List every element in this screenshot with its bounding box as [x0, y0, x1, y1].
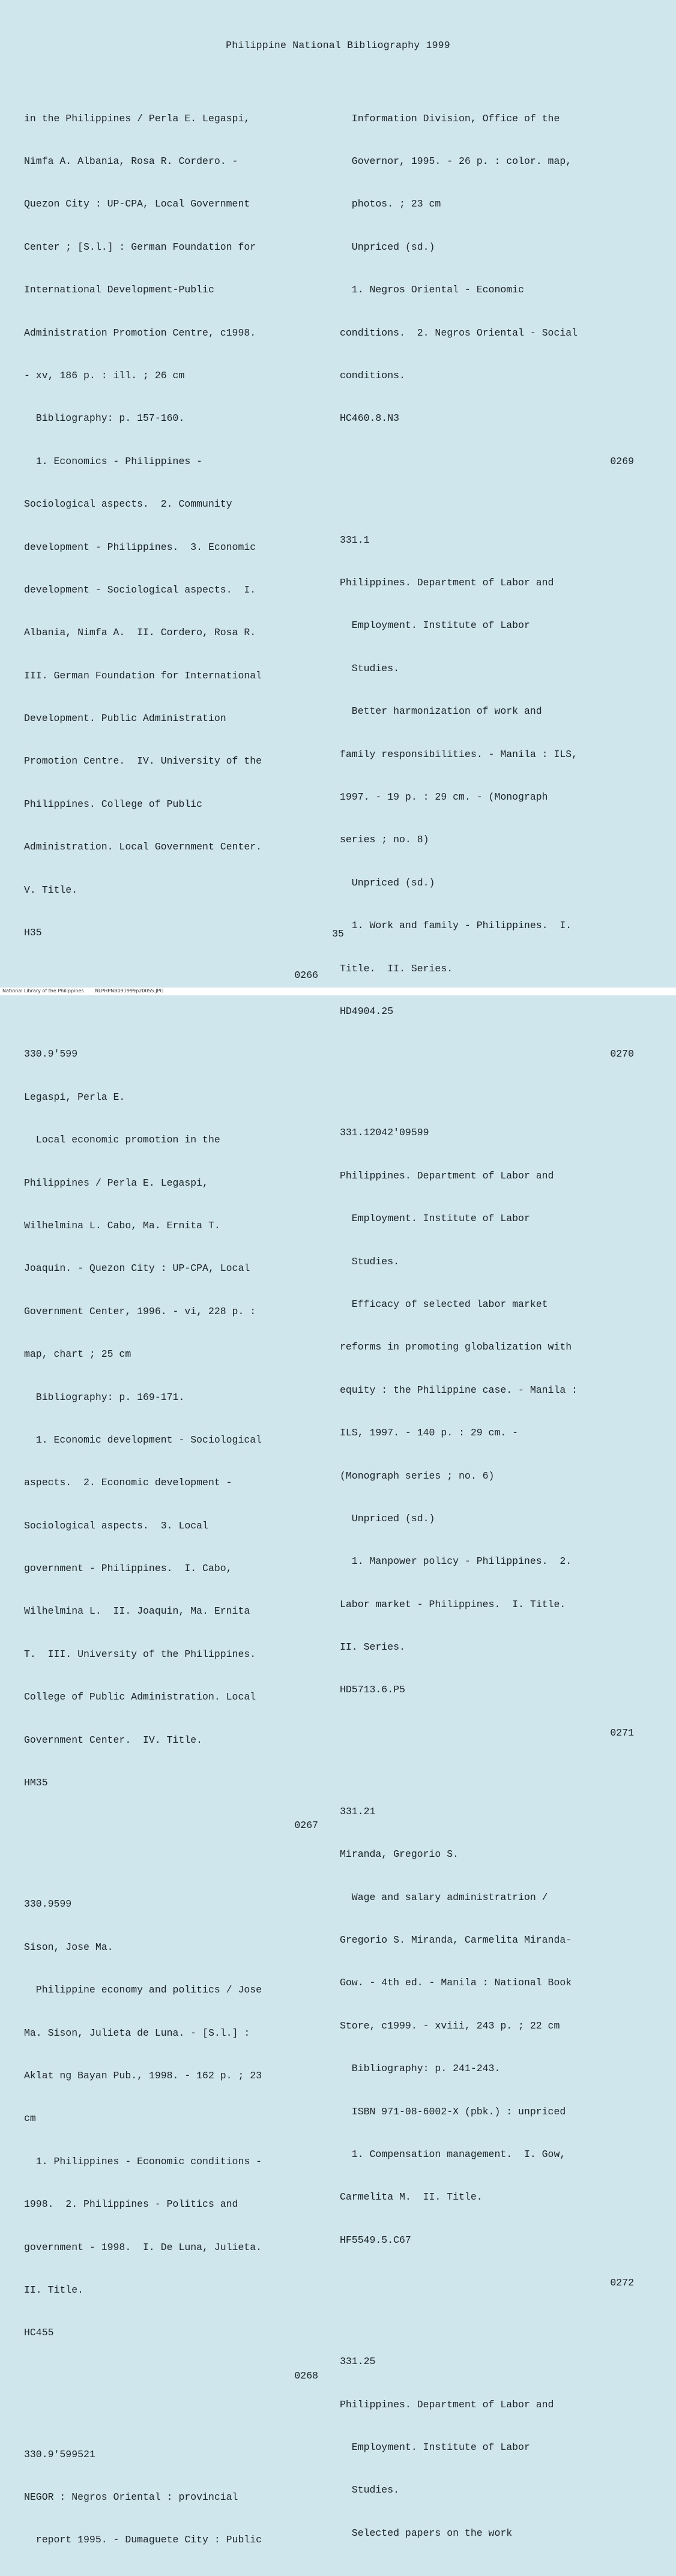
entry-line: ILS, 1997. - 140 p. : 29 cm. -	[340, 1427, 519, 1439]
entry-line: Philippines. Department of Labor and	[340, 1169, 554, 1181]
entry-line: Government Center. IV. Title.	[24, 1734, 203, 1746]
entry-line: 1. Economic development - Sociological	[24, 1434, 262, 1446]
entry-line: Sison, Jose Ma.	[24, 1941, 113, 1953]
entry-line: Quezon City : UP-CPA, Local Government	[24, 198, 250, 210]
call-number: HM35	[24, 1777, 48, 1789]
entry-line: Center ; [S.l.] : German Foundation for	[24, 241, 256, 253]
class-number: 330.9'599	[24, 1048, 78, 1060]
entry-line: Philippine economy and politics / Jose	[24, 1984, 262, 1996]
right-column	[340, 83, 634, 2569]
entry-line: Philippines / Perla E. Legaspi,	[24, 1177, 208, 1189]
entry-line: family responsibilities. - Manila : ILS,	[340, 748, 578, 760]
entry-line: Selected papers on the work	[340, 2527, 513, 2539]
entry-line: Governor, 1995. - 26 p. : color. map,	[340, 155, 572, 167]
entry-line: development - Philippines. 3. Economic	[24, 541, 256, 553]
entry-line: government - Philippines. I. Cabo,	[24, 1563, 232, 1575]
entry-line: aspects. 2. Economic development -	[24, 1477, 232, 1489]
entry-line: NEGOR : Negros Oriental : provincial	[24, 2491, 238, 2503]
entry-line: Studies.	[340, 2484, 400, 2496]
entry-line: 1997. - 19 p. : 29 cm. - (Monograph	[340, 791, 548, 803]
entry-line: Labor market - Philippines. I. Title.	[340, 1598, 566, 1610]
entry-line: Local economic promotion in the	[24, 1134, 220, 1146]
entry-line: Philippines. Department of Labor and	[340, 577, 554, 589]
entry-line: Government Center, 1996. - vi, 228 p. :	[24, 1305, 256, 1317]
entry-line: V. Title.	[24, 884, 78, 896]
entry-line: Unpriced (sd.)	[340, 241, 435, 253]
entry-line: conditions.	[340, 369, 405, 381]
class-number: 331.12042'09599	[340, 1127, 429, 1139]
entry-line: Philippines. College of Public	[24, 798, 203, 810]
call-number: H35	[24, 927, 42, 939]
call-number: HC455	[24, 2327, 54, 2339]
entry-line: (Monograph series ; no. 6)	[340, 1470, 495, 1482]
call-number: HD4904.25	[340, 1006, 394, 1017]
entry-line: 1. Work and family - Philippines. I.	[340, 920, 572, 932]
entry-line: Ma. Sison, Julieta de Luna. - [S.l.] :	[24, 2027, 250, 2039]
entry-number: 0268	[294, 2369, 318, 2381]
entry-line: report 1995. - Dumaguete City : Public	[24, 2534, 262, 2546]
entry-line: - xv, 186 p. : ill. ; 26 cm	[24, 369, 185, 381]
entry-line: Nimfa A. Albania, Rosa R. Cordero. -	[24, 155, 238, 167]
class-number: 331.25	[340, 2356, 376, 2368]
entry-line: development - Sociological aspects. I.	[24, 584, 256, 596]
left-column	[24, 83, 318, 2576]
entry-number: 0269	[610, 455, 634, 467]
entry-line: Information Division, Office of the	[340, 112, 560, 124]
entry-line: Bibliography: p. 241-243.	[340, 2063, 501, 2075]
entry-line: Carmelita M. II. Title.	[340, 2191, 483, 2203]
call-number: HF5549.5.C67	[340, 2234, 411, 2246]
entry-line: reforms in promoting globalization with	[340, 1341, 572, 1353]
entry-line: T. III. University of the Philippines.	[24, 1648, 256, 1660]
entry-line: Employment. Institute of Labor	[340, 620, 530, 632]
entry-line: conditions. 2. Negros Oriental - Social	[340, 327, 578, 339]
entry-line: Sociological aspects. 3. Local	[24, 1519, 208, 1531]
entry-line: Studies.	[340, 662, 400, 674]
entry-line: Aklat ng Bayan Pub., 1998. - 162 p. ; 23	[24, 2069, 262, 2081]
entry-line: Unpriced (sd.)	[340, 876, 435, 888]
entry-line: II. Series.	[340, 1641, 405, 1653]
entry-line: series ; no. 8)	[340, 834, 429, 846]
entry-line: III. German Foundation for International	[24, 669, 262, 681]
entry-line: Sociological aspects. 2. Community	[24, 498, 232, 510]
entry-number: 0271	[610, 1727, 634, 1739]
call-number: HC460.8.N3	[340, 412, 400, 424]
class-number: 330.9599	[24, 1898, 72, 1910]
entry-line: Promotion Centre. IV. University of the	[24, 755, 262, 767]
entry-line: Administration. Local Government Center.	[24, 841, 262, 853]
entry-line: 1. Manpower policy - Philippines. 2.	[340, 1555, 572, 1567]
entry-line: Title. II. Series.	[340, 962, 453, 974]
entry-line: Employment. Institute of Labor	[340, 2441, 530, 2453]
entry-line: Bibliography: p. 169-171.	[24, 1391, 185, 1403]
entry-line: Unpriced (sd.)	[340, 1512, 435, 1524]
call-number: HD5713.6.P5	[340, 1684, 405, 1696]
entry-number: 0267	[294, 1820, 318, 1832]
footer-filename: NLPHPNB091999p20055.JPG	[95, 988, 164, 994]
entry-line: Administration Promotion Centre, c1998.	[24, 327, 256, 339]
entry-line: Wage and salary administratrion /	[340, 1891, 548, 1903]
entry-line: International Development-Public	[24, 284, 214, 296]
entry-line: Bibliography: p. 157-160.	[24, 412, 185, 424]
entry-line: Better harmonization of work and	[340, 705, 542, 717]
entry-line: Employment. Institute of Labor	[340, 1213, 530, 1225]
entry-line: Legaspi, Perla E.	[24, 1091, 125, 1103]
entry-line: 1. Negros Oriental - Economic	[340, 284, 524, 296]
entry-line: 1. Compensation management. I. Gow,	[340, 2148, 566, 2160]
entry-line: Albania, Nimfa A. II. Cordero, Rosa R.	[24, 627, 256, 639]
class-number: 330.9'599521	[24, 2448, 95, 2460]
entry-line: ISBN 971-08-6002-X (pbk.) : unpriced	[340, 2105, 566, 2117]
entry-line: map, chart ; 25 cm	[24, 1348, 131, 1360]
entry-line: Wilhelmina L. Cabo, Ma. Ernita T.	[24, 1219, 220, 1231]
entry-line: cm	[24, 2113, 36, 2125]
entry-line: government - 1998. I. De Luna, Julieta.	[24, 2241, 262, 2253]
entry-line: College of Public Administration. Local	[24, 1691, 256, 1703]
entry-line: Wilhelmina L. II. Joaquin, Ma. Ernita	[24, 1605, 250, 1617]
entry-line: 1. Economics - Philippines -	[24, 455, 203, 467]
page-header-title: Philippine National Bibliography 1999	[226, 40, 450, 51]
entry-line: Efficacy of selected labor market	[340, 1298, 548, 1310]
entry-line: Studies.	[340, 1255, 400, 1267]
entry-line: Miranda, Gregorio S.	[340, 1848, 459, 1860]
entry-line: photos. ; 23 cm	[340, 198, 441, 210]
entry-number: 0266	[294, 970, 318, 982]
entry-line: 1. Philippines - Economic conditions -	[24, 2155, 262, 2167]
entry-line: equity : the Philippine case. - Manila :	[340, 1384, 578, 1396]
entry-line: Gow. - 4th ed. - Manila : National Book	[340, 1977, 572, 1989]
entry-line: Joaquin. - Quezon City : UP-CPA, Local	[24, 1262, 250, 1274]
page-number: 35	[332, 928, 344, 940]
entry-line: II. Title.	[24, 2284, 84, 2296]
entry-line: Gregorio S. Miranda, Carmelita Miranda-	[340, 1934, 572, 1946]
entry-line: Development. Public Administration	[24, 713, 226, 725]
entry-line: 1998. 2. Philippines - Politics and	[24, 2198, 238, 2210]
class-number: 331.21	[340, 1805, 376, 1817]
entry-line: Store, c1999. - xviii, 243 p. ; 22 cm	[340, 2019, 560, 2032]
entry-line: in the Philippines / Perla E. Legaspi,	[24, 112, 250, 124]
class-number: 331.1	[340, 534, 370, 546]
footer-credit: National Library of the Philippines	[2, 988, 84, 994]
entry-number: 0272	[610, 2277, 634, 2289]
entry-line: Philippines. Department of Labor and	[340, 2398, 554, 2410]
entry-number: 0270	[610, 1048, 634, 1060]
